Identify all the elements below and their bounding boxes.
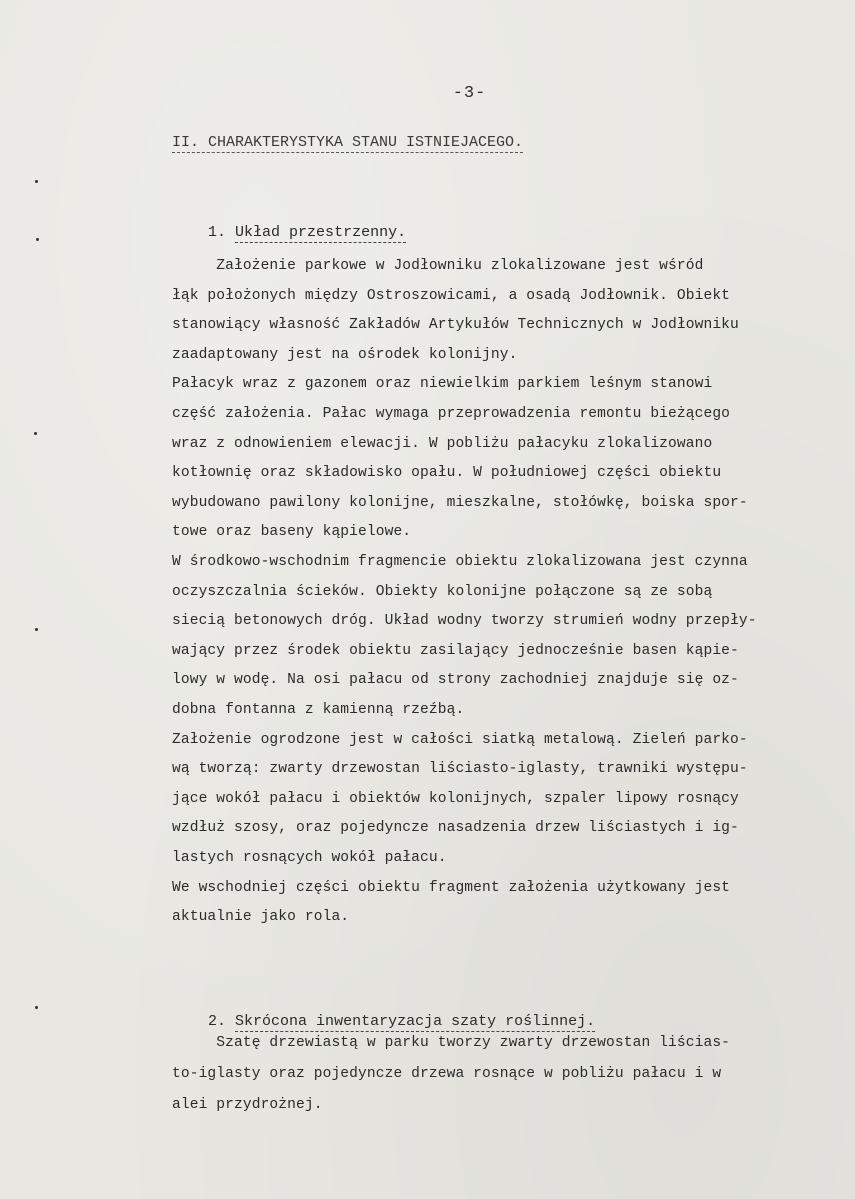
subsection-title: Układ przestrzenny. — [235, 224, 407, 241]
margin-mark — [34, 432, 37, 435]
text-line: wzdłuż szosy, oraz pojedyncze nasadzenia drzew liściastych i ig- — [172, 820, 739, 837]
text-line: zaadaptowany jest na ośrodek kolonijny. — [172, 346, 518, 363]
text-line: alei przydrożnej. — [172, 1097, 323, 1113]
text-line: kotłownię oraz składowisko opału. W południowej części obiektu — [172, 465, 722, 482]
text-line: wą tworzą: zwarty drzewostan liściasto-iglasty, trawniki występu- — [172, 761, 748, 778]
margin-mark — [35, 1006, 38, 1009]
subsection-heading — [172, 207, 406, 258]
text-line: Założenie ogrodzone jest w całości siatką metalową. Zieleń parko- — [172, 731, 748, 748]
text-line: wraz z odnowieniem elewacji. W pobliżu pałacyku zlokalizowano — [172, 435, 713, 452]
text-line: jące wokół pałacu i obiektów kolonijnych, szpaler lipowy rosnący — [172, 790, 739, 807]
text-line: oczyszczalnia ścieków. Obiekty kolonijne połączone są ze sobą — [172, 583, 713, 600]
text-line: to-iglasty oraz pojedyncze drzewa rosnące w pobliżu pałacu i w — [172, 1066, 722, 1082]
text-line: wający przez środek obiektu zasilający jednocześnie basen kąpie- — [172, 642, 739, 659]
text-line: lastych rosnących wokół pałacu. — [172, 850, 447, 866]
margin-mark — [36, 238, 39, 241]
text-line: siecią betonowych dróg. Układ wodny tworzy strumień wodny przepły- — [172, 613, 757, 630]
subsection-number: 2. — [208, 1013, 227, 1030]
text-line: aktualnie jako rola. — [172, 909, 350, 926]
text-line: W środkowo-wschodnim fragmencie obiektu zlokalizowana jest czynna — [172, 554, 748, 570]
subsection-number: 1. — [208, 224, 227, 241]
text-line: stanowiący własność Zakładów Artykułów Technicznych w Jodłowniku — [172, 317, 739, 334]
section-heading: II. CHARAKTERYSTYKA STANU ISTNIEJACEGO. — [172, 134, 524, 151]
text-line: wybudowano pawilony kolonijne, mieszkalne, stołówkę, boiska spor- — [172, 494, 748, 511]
text-line: Pałacyk wraz z gazonem oraz niewielkim parkiem leśnym stanowi — [172, 376, 713, 393]
text-line: dobna fontanna z kamienną rzeźbą. — [172, 702, 465, 718]
text-line: towe oraz baseny kąpielowe. — [172, 524, 412, 541]
margin-mark — [35, 180, 38, 183]
text-line: lowy w wodę. Na osi pałacu od strony zachodniej znajduje się oz- — [172, 672, 739, 689]
text-line: łąk położonych między Ostroszowicami, a osadą Jodłownik. Obiekt — [172, 287, 731, 304]
text-line: Szatę drzewiastą w parku tworzy zwarty drzewostan liścias- — [172, 1035, 731, 1051]
text-line: We wschodniej części obiektu fragment założenia użytkowany jest — [172, 879, 731, 896]
page-number: -3- — [452, 84, 487, 103]
text-line: Założenie parkowe w Jodłowniku zlokalizowane jest wśród — [172, 258, 704, 274]
text-line: część założenia. Pałac wymaga przeprowadzenia remontu bieżącego — [172, 406, 731, 422]
subsection-title: Skrócona inwentaryzacja szaty roślinnej. — [235, 1013, 596, 1030]
margin-mark — [35, 628, 38, 631]
